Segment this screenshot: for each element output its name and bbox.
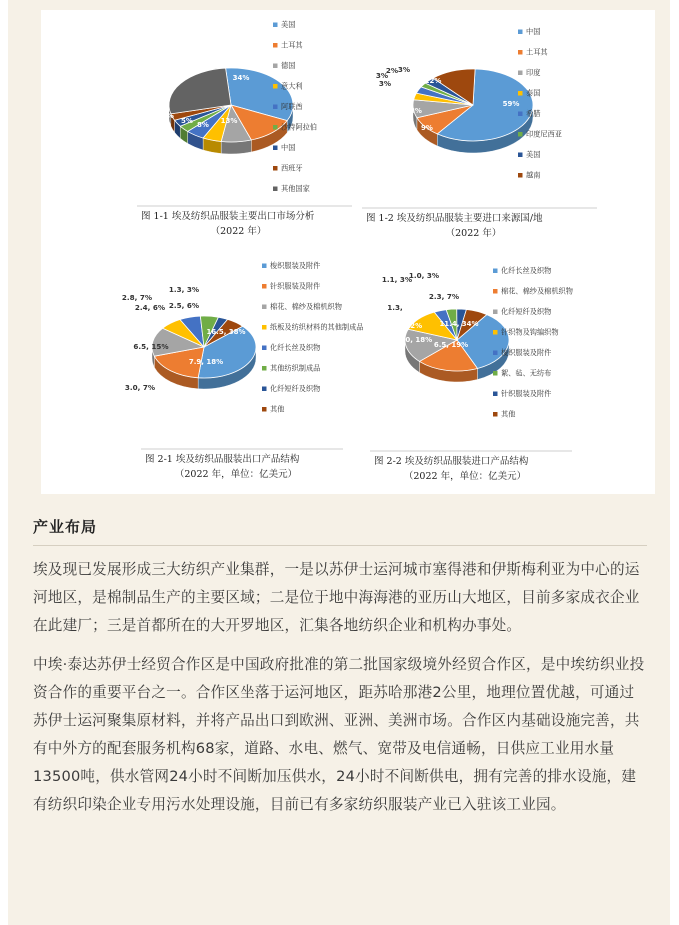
- legend-label-1-6: 沙特阿拉伯: [281, 122, 317, 132]
- data-label-2-2: 9%: [421, 124, 433, 132]
- legend-label-2-5: 希腊: [526, 109, 541, 118]
- legend-label-2-4: 泰国: [526, 88, 541, 98]
- paragraph-1: 埃及现已发展形成三大纺织产业集群，一是以苏伊士运河城市塞得港和伊斯梅利亚为中心的运河地区，是棉制品生产的主要区域；二是位于地中海海港的亚历山大地区，目前多家成衣企业在此建厂；三是首都所在的大开罗地区，汇集各地纺织企业和机构办事处。: [33, 561, 640, 634]
- legend-label-2-2: 土耳其: [526, 47, 548, 57]
- chart-title-1: 图 1-1 埃及纺织品服装主要出口市场分析: [141, 211, 315, 222]
- legend-swatch-4-6: [493, 371, 498, 376]
- data-label-2-4: 3%: [378, 79, 392, 88]
- legend-label-1-7: 中国: [281, 143, 296, 152]
- legend-swatch-2-6: [518, 132, 523, 137]
- paragraph-2: 中埃·泰达苏伊士经贸合作区是中国政府批准的第二批国家级境外经贸合作区，是中埃纺织业投资合作的重要平台之一。合作区坐落于运河地区，距苏哈那港2公里，地理位置优越，可通过苏伊士运河聚集原材料，并将产品出口到欧洲、亚洲、美洲市场。合作区内基础设施完善，共有中外方的配套服务机构68家，道路、水电、燃气、宽带及电信通畅，日供应工业用水量13500吨，供水管网24小时不间断加压供水，24小时不间断供电，拥有完善的排水设施，建有纺织印染企业专用污水处理设施，目前已有多家纺织服装产业已入驻该工业园。: [33, 656, 645, 813]
- legend-swatch-4-7: [493, 392, 498, 397]
- section-title: 产业布局: [33, 518, 98, 536]
- data-label-2-5: 3%: [375, 71, 389, 80]
- legend-swatch-1-9: [273, 187, 278, 192]
- legend-swatch-2-2: [518, 50, 523, 55]
- legend-swatch-1-8: [273, 166, 278, 171]
- section-divider: [33, 545, 647, 546]
- legend-label-3-3: 棉花、棉纱及棉机织物: [270, 302, 342, 311]
- data-label-1-6: 3%: [145, 103, 157, 111]
- chart-subtitle-4: （2022 年，单位：亿美元）: [403, 471, 527, 482]
- data-label-2-7: 3%: [397, 65, 411, 74]
- legend-label-3-7: 化纤短纤及织物: [270, 384, 321, 393]
- legend-label-3-8: 其他: [270, 404, 285, 414]
- pie-chart-1: [137, 20, 352, 237]
- legend-swatch-4-3: [493, 310, 498, 315]
- chart-canvas: [41, 10, 655, 494]
- pie-chart-4: [370, 266, 573, 482]
- data-label-4-8: 2.3, 7%: [428, 292, 460, 301]
- data-label-1-4: 5%: [181, 117, 193, 125]
- legend-label-4-8: 其他: [501, 409, 516, 419]
- data-label-2-3: 8%: [410, 107, 422, 115]
- legend-label-3-6: 其他纺织制成品: [270, 363, 321, 373]
- legend-label-1-8: 西班牙: [281, 163, 303, 173]
- pie-chart-2: [362, 27, 597, 239]
- legend-swatch-2-1: [518, 30, 523, 35]
- legend-label-2-3: 印度: [526, 68, 541, 77]
- legend-label-3-5: 化纤长丝及织物: [270, 343, 321, 352]
- legend-label-4-3: 化纤短纤及织物: [501, 307, 552, 316]
- legend-swatch-2-5: [518, 112, 523, 117]
- legend-swatch-3-7: [262, 387, 267, 392]
- chart-figure-panel: [41, 10, 655, 494]
- legend-swatch-1-3: [273, 64, 278, 69]
- legend-swatch-3-4: [262, 325, 267, 330]
- legend-label-1-5: 阿联酋: [281, 102, 303, 111]
- data-label-4-5: 1.3,: [387, 303, 403, 312]
- data-label-3-2: 7.9, 18%: [188, 358, 224, 366]
- legend-label-4-6: 絮、毡、无纺布: [501, 368, 552, 378]
- legend-swatch-2-7: [518, 153, 523, 158]
- legend-label-2-6: 印度尼西亚: [526, 129, 562, 139]
- legend-label-2-7: 美国: [526, 150, 541, 159]
- legend-swatch-3-5: [262, 346, 267, 351]
- data-label-2-8: 12%: [424, 77, 442, 85]
- legend-swatch-3-6: [262, 366, 267, 371]
- legend-label-4-7: 针织服装及附件: [501, 389, 552, 398]
- legend-swatch-4-4: [493, 330, 498, 335]
- legend-swatch-4-5: [493, 351, 498, 356]
- legend-swatch-4-2: [493, 289, 498, 294]
- data-label-1-2: 13%: [220, 117, 238, 125]
- legend-label-4-1: 化纤长丝及织物: [501, 266, 552, 275]
- legend-swatch-4-8: [493, 412, 498, 417]
- legend-swatch-1-7: [273, 146, 278, 151]
- legend-swatch-3-1: [262, 264, 267, 269]
- article: [33, 516, 647, 830]
- legend-label-1-3: 德国: [281, 61, 296, 70]
- data-label-1-7: 3%: [141, 97, 153, 105]
- legend-label-3-1: 梭织服装及附件: [270, 261, 321, 270]
- chart-subtitle-1: （2022 年）: [210, 226, 267, 237]
- pie-chart-3: [122, 261, 364, 480]
- chart-title-2: 图 1-2 埃及纺织品服装主要进口来源国/地: [366, 213, 543, 224]
- legend-label-3-4: 纸板及纺织材料的其他制成品: [270, 322, 364, 332]
- data-label-2-6: 2%: [385, 66, 399, 75]
- chart-title-3: 图 2-1 埃及纺织品服装出口产品结构: [145, 454, 300, 465]
- data-label-4-2: 6.5, 19%: [433, 341, 469, 349]
- data-label-3-4: 3.0, 7%: [124, 383, 156, 392]
- legend-label-2-1: 中国: [526, 27, 541, 36]
- legend-swatch-1-2: [273, 43, 278, 48]
- data-label-3-5: 2.8, 7%: [121, 293, 153, 302]
- data-label-3-7: 1.3, 3%: [168, 285, 200, 294]
- legend-label-4-5: 梭织服装及附件: [501, 348, 552, 357]
- data-label-3-8: 2.5, 6%: [168, 301, 200, 310]
- legend-swatch-1-5: [273, 105, 278, 110]
- legend-swatch-2-3: [518, 71, 523, 76]
- chart-subtitle-3: （2022 年，单位：亿美元）: [174, 469, 298, 480]
- data-label-1-9: 28%: [162, 70, 180, 78]
- legend-swatch-3-3: [262, 305, 267, 310]
- data-label-2-1: 59%: [502, 100, 520, 108]
- data-label-1-3: 8%: [197, 121, 209, 129]
- data-label-4-3: 6.0, 18%: [397, 336, 433, 344]
- chart-title-4: 图 2-2 埃及纺织品服装进口产品结构: [374, 456, 529, 467]
- chart-subtitle-2: （2022 年）: [445, 228, 502, 239]
- data-label-4-7: 1.0, 3%: [408, 271, 440, 280]
- legend-label-4-4: 针织物及钩编织物: [501, 327, 559, 337]
- data-label-3-3: 6.5, 15%: [133, 342, 169, 351]
- legend-swatch-4-1: [493, 269, 498, 274]
- legend-swatch-1-6: [273, 125, 278, 130]
- data-label-3-1: 16.5, 38%: [206, 328, 246, 336]
- data-label-1-5: 5%: [162, 112, 174, 120]
- legend-label-1-1: 美国: [281, 20, 296, 29]
- legend-label-3-2: 针织服装及附件: [270, 281, 321, 291]
- data-label-1-1: 34%: [232, 74, 250, 82]
- legend-swatch-1-1: [273, 23, 278, 28]
- legend-label-1-4: 意大利: [281, 81, 303, 91]
- data-label-4-1: 11.4, 34%: [439, 320, 479, 328]
- legend-swatch-1-4: [273, 84, 278, 89]
- legend-label-1-9: 其他国家: [281, 184, 310, 193]
- data-label-3-6: 2.4, 6%: [134, 303, 166, 312]
- legend-swatch-3-2: [262, 284, 267, 289]
- legend-label-1-2: 土耳其: [281, 40, 303, 50]
- legend-swatch-2-8: [518, 173, 523, 178]
- legend-label-4-2: 棉花、棉纱及棉机织物: [501, 286, 573, 296]
- data-label-4-4: 4.1, 12%: [387, 322, 423, 330]
- legend-swatch-2-4: [518, 91, 523, 96]
- data-label-4-6: 1.1, 3%: [381, 275, 413, 284]
- legend-swatch-3-8: [262, 407, 267, 412]
- legend-label-2-8: 越南: [526, 170, 541, 180]
- data-label-1-8: 3%: [141, 90, 153, 98]
